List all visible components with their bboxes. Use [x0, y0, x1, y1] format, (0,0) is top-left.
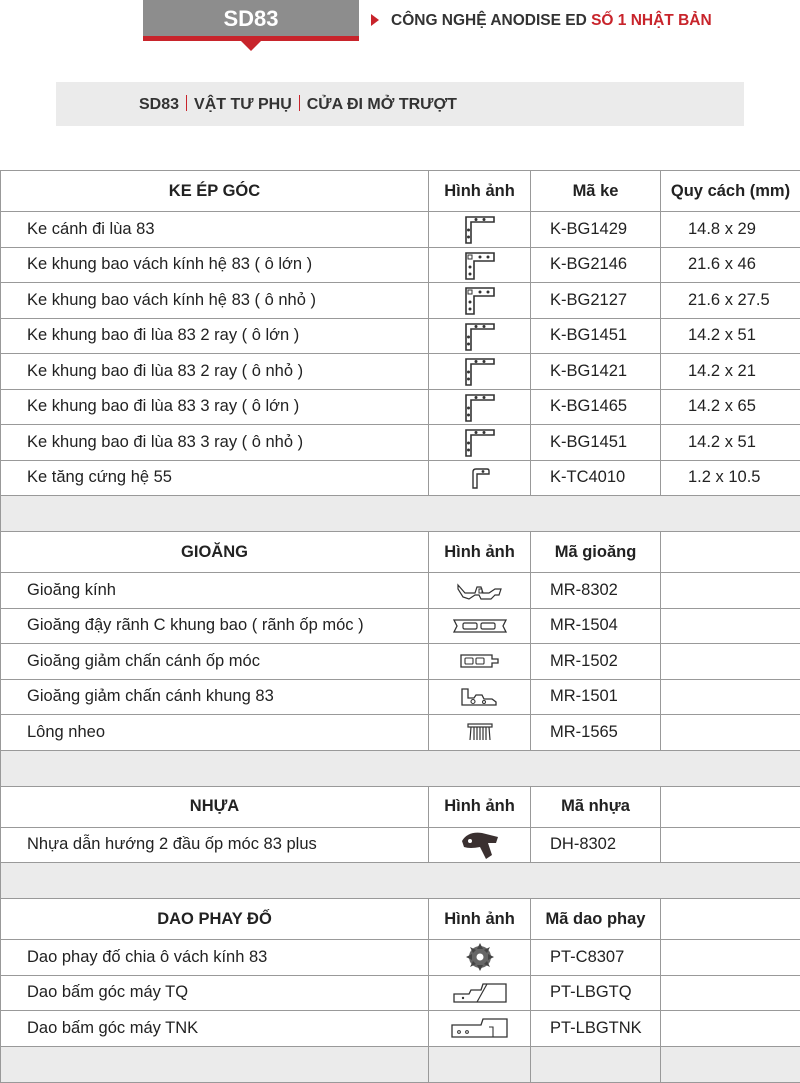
- brush-seal-icon: [465, 721, 495, 743]
- frame-damper-gasket-icon: [458, 686, 502, 708]
- table-row: [1, 212, 800, 248]
- item-size: 14.2 x 51: [661, 318, 800, 354]
- column-header-empty: [661, 899, 800, 940]
- item-code: DH-8302: [531, 827, 661, 863]
- section-title: GIOĂNG: [1, 532, 429, 573]
- table-row: [1, 644, 800, 680]
- item-image: [429, 573, 531, 609]
- empty-cell: [661, 715, 800, 751]
- empty-cell: [661, 608, 800, 644]
- breadcrumb-item[interactable]: VẬT TƯ PHỤ: [194, 96, 292, 113]
- item-name: Ke khung bao đi lùa 83 2 ray ( ô lớn ): [1, 318, 429, 354]
- item-code: MR-8302: [531, 573, 661, 609]
- item-code: K-BG1421: [531, 354, 661, 390]
- item-size: 21.6 x 46: [661, 247, 800, 283]
- item-image: [429, 425, 531, 461]
- column-header-empty: [661, 786, 800, 827]
- item-image: [429, 679, 531, 715]
- item-name: Gioăng kính: [1, 573, 429, 609]
- damper-gasket-icon: [458, 651, 502, 671]
- item-code: MR-1565: [531, 715, 661, 751]
- item-name: Ke cánh đi lùa 83: [1, 212, 429, 248]
- item-code: PT-LBGTQ: [531, 975, 661, 1011]
- headline: [371, 12, 712, 30]
- channel-cover-gasket-icon: [451, 615, 509, 637]
- item-image: [429, 389, 531, 425]
- item-code: MR-1501: [531, 679, 661, 715]
- item-code: K-BG1451: [531, 425, 661, 461]
- item-name: Dao bấm góc máy TNK: [1, 1011, 429, 1047]
- breadcrumb: [56, 82, 744, 126]
- headline-highlight: SỐ 1 NHẬT BẢN: [591, 12, 712, 29]
- section-title: KE ÉP GÓC: [1, 171, 429, 212]
- product-tag: SD83: [143, 0, 359, 36]
- item-image: [429, 608, 531, 644]
- item-code: K-BG1451: [531, 318, 661, 354]
- item-image: [429, 940, 531, 976]
- empty-cell: [661, 644, 800, 680]
- column-header-empty: [661, 532, 800, 573]
- item-image: [429, 644, 531, 680]
- item-name: Ke khung bao đi lùa 83 2 ray ( ô nhỏ ): [1, 354, 429, 390]
- item-code: PT-LBGTNK: [531, 1011, 661, 1047]
- section-title: NHỰA: [1, 786, 429, 827]
- breadcrumb-item[interactable]: CỬA ĐI MỞ TRƯỢT: [306, 96, 457, 113]
- item-code: K-TC4010: [531, 460, 661, 496]
- empty-cell: [661, 975, 800, 1011]
- tag-notch: [241, 41, 261, 51]
- table-row: [1, 247, 800, 283]
- item-size: 21.6 x 27.5: [661, 283, 800, 319]
- breadcrumb-separator: [186, 95, 187, 111]
- column-header-size: Quy cách (mm): [661, 171, 800, 212]
- item-image: [429, 1011, 531, 1047]
- item-name: Ke khung bao vách kính hệ 83 ( ô nhỏ ): [1, 283, 429, 319]
- item-code: MR-1504: [531, 608, 661, 644]
- item-size: 14.2 x 21: [661, 354, 800, 390]
- item-image: [429, 827, 531, 863]
- empty-cell: [661, 940, 800, 976]
- corner-bracket-icon: [462, 249, 498, 281]
- corner-bracket-icon: [462, 320, 498, 352]
- section-header: [1, 171, 800, 212]
- item-name: Ke khung bao vách kính hệ 83 ( ô lớn ): [1, 247, 429, 283]
- table-row: [1, 940, 800, 976]
- item-code: K-BG1429: [531, 212, 661, 248]
- glass-gasket-icon: [455, 577, 505, 603]
- item-size: 14.2 x 51: [661, 425, 800, 461]
- item-code: K-BG2146: [531, 247, 661, 283]
- breadcrumb-item[interactable]: SD83: [139, 96, 180, 113]
- milling-cutter-icon: [463, 941, 497, 973]
- section-header: [1, 786, 800, 827]
- corner-bracket-icon: [462, 213, 498, 245]
- corner-bracket-icon: [462, 391, 498, 423]
- item-image: [429, 354, 531, 390]
- item-image: [429, 975, 531, 1011]
- column-header-code: Mã ke: [531, 171, 661, 212]
- column-header-image: Hình ảnh: [429, 532, 531, 573]
- column-header-image: Hình ảnh: [429, 171, 531, 212]
- corner-bracket-icon: [462, 426, 498, 458]
- item-name: Lông nheo: [1, 715, 429, 751]
- item-name: Gioăng giảm chấn cánh khung 83: [1, 679, 429, 715]
- item-image: [429, 247, 531, 283]
- table-row: [1, 318, 800, 354]
- item-code: PT-C8307: [531, 940, 661, 976]
- table-row: [1, 573, 800, 609]
- column-header-image: Hình ảnh: [429, 899, 531, 940]
- headline-text: CÔNG NGHỆ ANODISE ED: [391, 12, 592, 29]
- section-spacer: [1, 863, 800, 899]
- table-row: [1, 715, 800, 751]
- item-image: [429, 460, 531, 496]
- plastic-guide-icon: [458, 829, 502, 861]
- arrow-right-icon: [371, 14, 379, 26]
- empty-cell: [661, 573, 800, 609]
- section-spacer: [1, 496, 800, 532]
- table-row: [1, 425, 800, 461]
- item-size: 14.8 x 29: [661, 212, 800, 248]
- corner-bracket-icon: [462, 355, 498, 387]
- section-spacer: [1, 750, 800, 786]
- table-row: [1, 283, 800, 319]
- table-row: [1, 608, 800, 644]
- item-name: Dao bấm góc máy TQ: [1, 975, 429, 1011]
- corner-punch-blade-icon: [451, 980, 509, 1006]
- section-title: DAO PHAY ĐỐ: [1, 899, 429, 940]
- item-image: [429, 212, 531, 248]
- section-spacer: [1, 1046, 800, 1082]
- item-name: Dao phay đố chia ô vách kính 83: [1, 940, 429, 976]
- column-header-code: Mã nhựa: [531, 786, 661, 827]
- item-name: Nhựa dẫn hướng 2 đầu ốp móc 83 plus: [1, 827, 429, 863]
- column-header-code: Mã dao phay: [531, 899, 661, 940]
- table-row: [1, 354, 800, 390]
- item-code: K-BG1465: [531, 389, 661, 425]
- item-size: 1.2 x 10.5: [661, 460, 800, 496]
- item-image: [429, 318, 531, 354]
- corner-bracket-icon: [462, 284, 498, 316]
- accessory-table: [0, 170, 800, 1083]
- item-image: [429, 715, 531, 751]
- item-code: MR-1502: [531, 644, 661, 680]
- table-row: [1, 460, 800, 496]
- table-row: [1, 1011, 800, 1047]
- table-row: [1, 389, 800, 425]
- item-image: [429, 283, 531, 319]
- item-name: Gioăng giảm chấn cánh ốp móc: [1, 644, 429, 680]
- column-header-image: Hình ảnh: [429, 786, 531, 827]
- stiffener-bracket-icon: [465, 466, 495, 490]
- table-row: [1, 679, 800, 715]
- empty-cell: [661, 827, 800, 863]
- item-code: K-BG2127: [531, 283, 661, 319]
- item-name: Ke khung bao đi lùa 83 3 ray ( ô lớn ): [1, 389, 429, 425]
- empty-cell: [661, 679, 800, 715]
- empty-cell: [661, 1011, 800, 1047]
- item-name: Gioăng đậy rãnh C khung bao ( rãnh ốp móc ): [1, 608, 429, 644]
- section-header: [1, 899, 800, 940]
- table-row: [1, 827, 800, 863]
- item-name: Ke khung bao đi lùa 83 3 ray ( ô nhỏ ): [1, 425, 429, 461]
- table-row: [1, 975, 800, 1011]
- section-header: [1, 532, 800, 573]
- column-header-code: Mã gioăng: [531, 532, 661, 573]
- corner-punch-blade-tnk-icon: [449, 1015, 511, 1041]
- breadcrumb-separator: [299, 95, 300, 111]
- item-name: Ke tăng cứng hệ 55: [1, 460, 429, 496]
- item-size: 14.2 x 65: [661, 389, 800, 425]
